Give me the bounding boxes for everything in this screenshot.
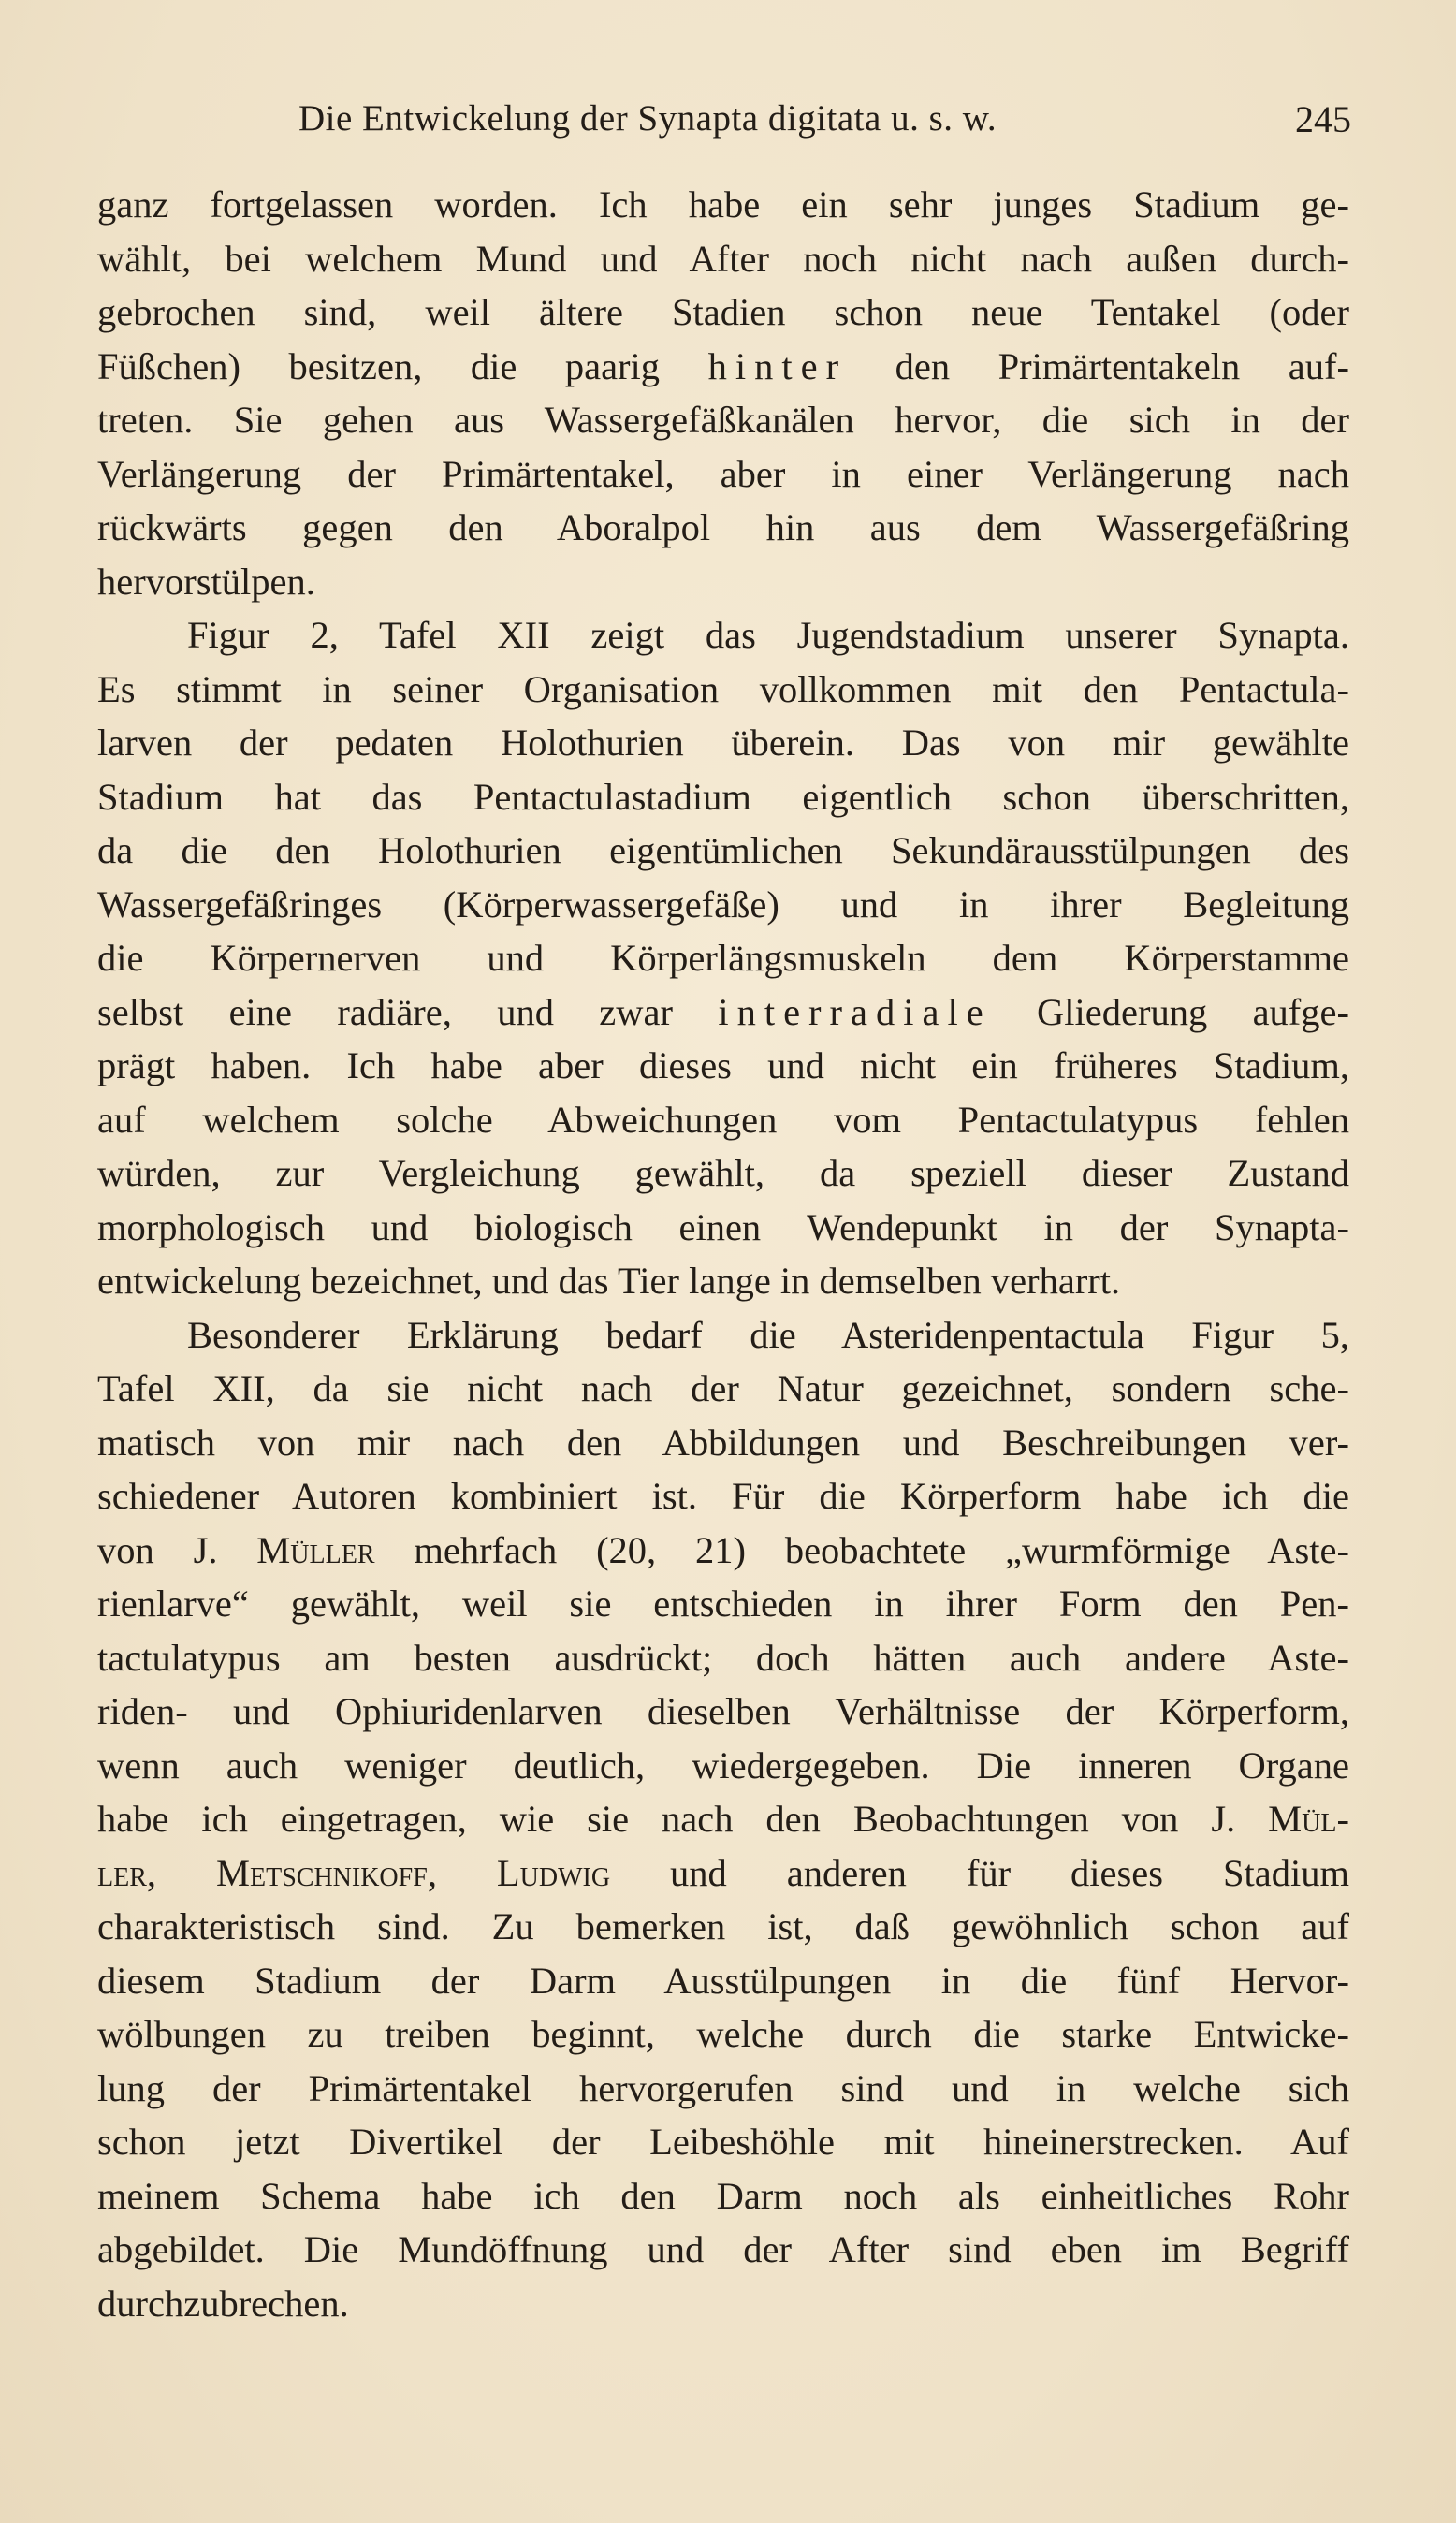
author-name: Mül- [1268,1798,1349,1840]
text-line [97,1739,1349,1793]
text-segment: durchzubrechen. [97,2282,349,2325]
text-segment: die Körpernerven und Körperlängsmuskeln dem Körperstamme [97,937,1349,979]
text-line [97,1577,1349,1631]
emphasized-word: hinter [707,344,848,387]
text-line [97,824,1349,878]
text-line [97,2115,1349,2169]
text-segment: auf welchem solche Abweichungen vom Pentactulatypus fehlen [97,1098,1349,1141]
text-segment: wenn auch weniger deutlich, wiedergegeben. Die inneren Organe [97,1743,1349,1787]
text-line [97,770,1349,824]
paragraph [97,178,1349,608]
text-segment: Stadium hat das Pentactulastadium eigentlich schon überschritten, [97,775,1349,818]
text-line [97,1308,1349,1363]
text-segment: den Primärtentakeln auf- [847,344,1350,387]
text-segment: Besonderer Erklärung bedarf die Asteridenpentactula Figur 5, [187,1313,1349,1356]
text-segment: selbst eine radiäre, und zwar [97,990,719,1033]
text-line [97,447,1349,502]
text-segment: rückwärts gegen den Aboralpol hin aus dem Wassergefäßring [97,506,1349,548]
text-line [97,2169,1349,2224]
text-segment: Es stimmt in seiner Organisation vollkommen mit den Pentactula- [97,667,1349,710]
text-line [97,1684,1349,1739]
text-segment: von J. [97,1528,257,1571]
text-line [97,878,1349,932]
text-line [97,1201,1349,1255]
text-segment: riden- und Ophiuridenlarven dieselben Verhältnisse der Körperform, [97,1690,1349,1732]
text-segment: entwickelung bezeichnet, und das Tier lange in demselben verharrt. [97,1260,1121,1302]
text-segment: ganz fortgelassen worden. Ich habe ein sehr junges Stadium ge- [97,183,1349,226]
text-line [97,2007,1349,2062]
text-segment: schon jetzt Divertikel der Leibeshöhle mit hineinerstrecken. Auf [97,2121,1349,2163]
text-line [97,716,1349,770]
emphasized-word: interradiale [718,990,992,1033]
text-segment: da die den Holothurien eigentümlichen Sekundärausstülpungen des [97,829,1349,871]
text-segment: morphologisch und biologisch einen Wendepunkt in der Synapta- [97,1205,1349,1248]
text-line [97,2223,1349,2277]
text-line [97,931,1349,985]
text-segment: rienlarve“ gewählt, weil sie entschieden in ihrer Form den Pen- [97,1582,1349,1625]
author-name: ler [97,1851,147,1894]
text-line [97,393,1349,447]
text-line [97,985,1349,1040]
text-line [97,1954,1349,2008]
text-line [97,1524,1349,1578]
page-header [97,97,1351,144]
text-line [97,555,1349,609]
text-line [97,232,1349,286]
body-text [97,178,1349,2330]
text-segment: Wassergefäßringes (Körperwassergefäße) und in ihrer Begleitung [97,882,1349,926]
text-segment: wählt, bei welchem Mund und After noch nicht nach außen durch- [97,237,1349,280]
text-segment: , [427,1851,497,1894]
paragraph [97,1308,1349,2331]
text-line [97,663,1349,717]
text-segment: Füßchen) besitzen, die paarig [97,344,708,387]
author-name: Müller [256,1528,375,1571]
text-line [97,178,1349,232]
text-segment: matisch von mir nach den Abbildungen und Beschreibungen ver- [97,1421,1349,1464]
text-line [97,2277,1349,2331]
text-line [97,1093,1349,1147]
text-line [97,340,1349,394]
text-segment: treten. Sie gehen aus Wassergefäßkanälen hervor, die sich in der [97,399,1349,441]
text-segment: wölbungen zu treiben beginnt, welche durch die starke Entwicke- [97,2013,1349,2055]
text-line [97,1469,1349,1524]
text-segment: mehrfach (20, 21) beobachtete „wurmförmige Aste- [374,1528,1350,1571]
text-line [97,1792,1349,1846]
text-segment: , [146,1851,216,1894]
text-segment: meinem Schema habe ich den Darm noch als einheitliches Rohr [97,2174,1349,2217]
text-segment: larven der pedaten Holothurien überein. Das von mir gewählte [97,722,1349,764]
text-line [97,1039,1349,1093]
text-line [97,501,1349,555]
text-segment: charakteristisch sind. Zu bemerken ist, daß gewöhnlich schon auf [97,1905,1349,1947]
text-line [97,2062,1349,2116]
paragraph [97,608,1349,1308]
text-line [97,1416,1349,1470]
text-segment: lung der Primärtentakel hervorgerufen sind und in welche sich [97,2066,1349,2109]
text-segment: gebrochen sind, weil ältere Stadien schon neue Tentakel (oder [97,291,1349,333]
text-segment: Gliederung aufge- [991,990,1349,1033]
text-segment: Tafel XII, da sie nicht nach der Natur gezeichnet, sondern sche- [97,1367,1349,1409]
text-segment: schiedener Autoren kombiniert ist. Für die Körperform habe ich die [97,1475,1349,1517]
text-segment: hervorstülpen. [97,560,315,603]
text-line [97,285,1349,340]
text-line [97,1900,1349,1954]
text-line [97,1254,1349,1308]
author-name: Ludwig [496,1851,611,1894]
text-segment: Verlängerung der Primärtentakel, aber in einer Verlängerung nach [97,452,1349,495]
text-segment: würden, zur Vergleichung gewählt, da speziell dieser Zustand [97,1152,1349,1194]
page-number: 245 [1295,98,1351,140]
text-line [97,1146,1349,1201]
text-segment: prägt haben. Ich habe aber dieses und nicht ein früheres Stadium, [97,1044,1349,1086]
text-line [97,1362,1349,1416]
text-segment: Figur 2, Tafel XII zeigt das Jugendstadium unserer Synapta. [187,614,1349,656]
text-line [97,608,1349,663]
text-segment: habe ich eingetragen, wie sie nach den Beobachtungen von J. [97,1798,1269,1840]
text-segment: diesem Stadium der Darm Ausstülpungen in die fünf Hervor- [97,1959,1349,2002]
text-segment: tactulatypus am besten ausdrückt; doch hätten auch andere Aste- [97,1636,1349,1679]
text-segment: und anderen für dieses Stadium [610,1851,1350,1894]
text-segment: abgebildet. Die Mundöffnung und der After sind eben im Begriff [97,2228,1349,2270]
text-line [97,1631,1349,1685]
running-title: Die Entwickelung der Synapta digitata u. s. w. [298,98,997,139]
author-name: Metschnikoff [215,1851,428,1894]
text-line [97,1846,1349,1901]
